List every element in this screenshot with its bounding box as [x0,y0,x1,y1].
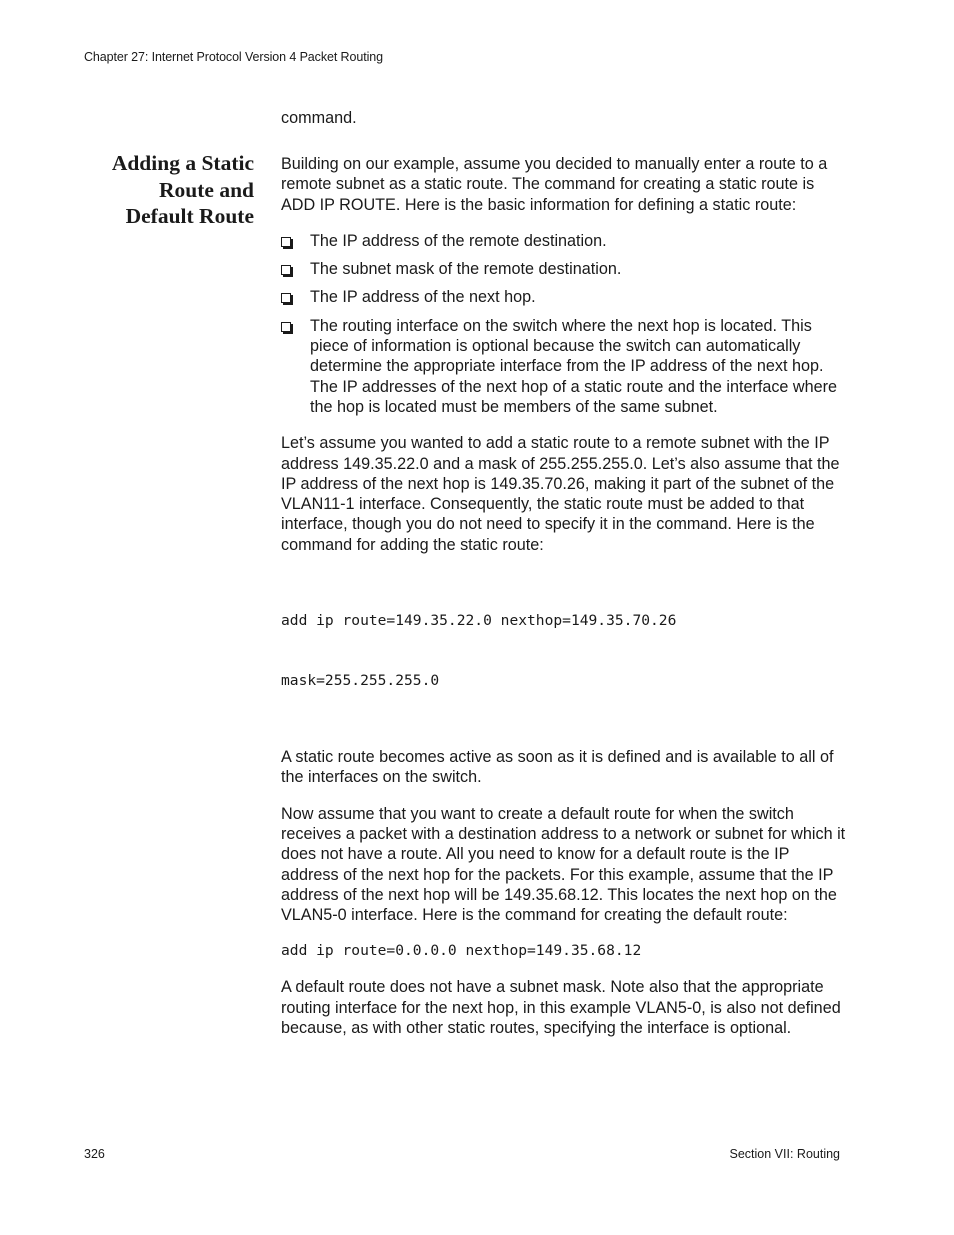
requirements-list [281,231,846,417]
square-bullet-icon [281,237,291,247]
running-header: Chapter 27: Internet Protocol Version 4 Packet Routing [84,50,383,64]
list-item [281,287,846,307]
intro-paragraph: Building on our example, assume you decided to manually enter a route to a remote subnet as a static route. The command for creating a static route is ADD IP ROUTE. Here is the basic information for defining a static route: [281,155,828,214]
list-item-text: The IP address of the remote destination. [310,231,607,250]
list-item [281,231,846,251]
list-item-text: The IP address of the next hop. [310,288,536,307]
square-bullet-icon [281,265,291,275]
active-route-paragraph: A static route becomes active as soon as it is defined and is available to all of the interfaces on the switch. [281,748,834,787]
list-item [281,316,846,417]
code-line: add ip route=149.35.22.0 nexthop=149.35.70.26 [281,612,677,630]
continuation-text: command. [281,109,357,127]
static-route-command [281,571,846,731]
subnet-mask-paragraph: A default route does not have a subnet mask. Note also that the appropriate routing interface for the next hop, in this example VLAN5-0, is also not defined because, as with other static routes, specifying the interface is optional. [281,978,841,1038]
default-route-command: add ip route=0.0.0.0 nexthop=149.35.68.12 [281,942,642,960]
section-heading [60,150,254,230]
section-heading-line: Default Route [125,204,254,228]
square-bullet-icon [281,322,291,332]
list-item-text: The routing interface on the switch where the next hop is located. This piece of information is optional because the switch can automatically determine the appropriate interface from the IP address of the next hop. The IP addresses of the next hop of a static route and the interface where the hop is located must be members of the same subnet. [310,316,838,416]
square-bullet-icon [281,293,291,303]
example-paragraph: Let’s assume you wanted to add a static route to a remote subnet with the IP address 149.35.22.0 and a mask of 255.255.255.0. Let’s also assume that the IP address of the next hop is 149.35.70.26, making it part of the subnet of the VLAN11-1 interface. Consequently, the static route must be added to that interface, though you do not need to specify it in the command. Here is the command for adding the static route: [281,434,840,554]
page-number: 326 [84,1147,105,1161]
list-item [281,259,846,279]
code-line: mask=255.255.255.0 [281,672,440,690]
section-heading-line: Adding a Static [111,151,254,175]
footer-section-title: Section VII: Routing [729,1147,840,1161]
section-heading-line: Route and [159,177,254,202]
section-body [281,154,846,1038]
default-route-paragraph: Now assume that you want to create a default route for when the switch receives a packet with a destination address to a network or subnet for which it does not have a route. All you need to know for a default route is the IP address of the next hop for the packets. For this example, assume that the IP address of the next hop will be 149.35.68.12. This locates the next hop on the VLAN5-0 interface. Here is the command for creating the default route: [281,804,846,925]
list-item-text: The subnet mask of the remote destination. [310,260,622,279]
